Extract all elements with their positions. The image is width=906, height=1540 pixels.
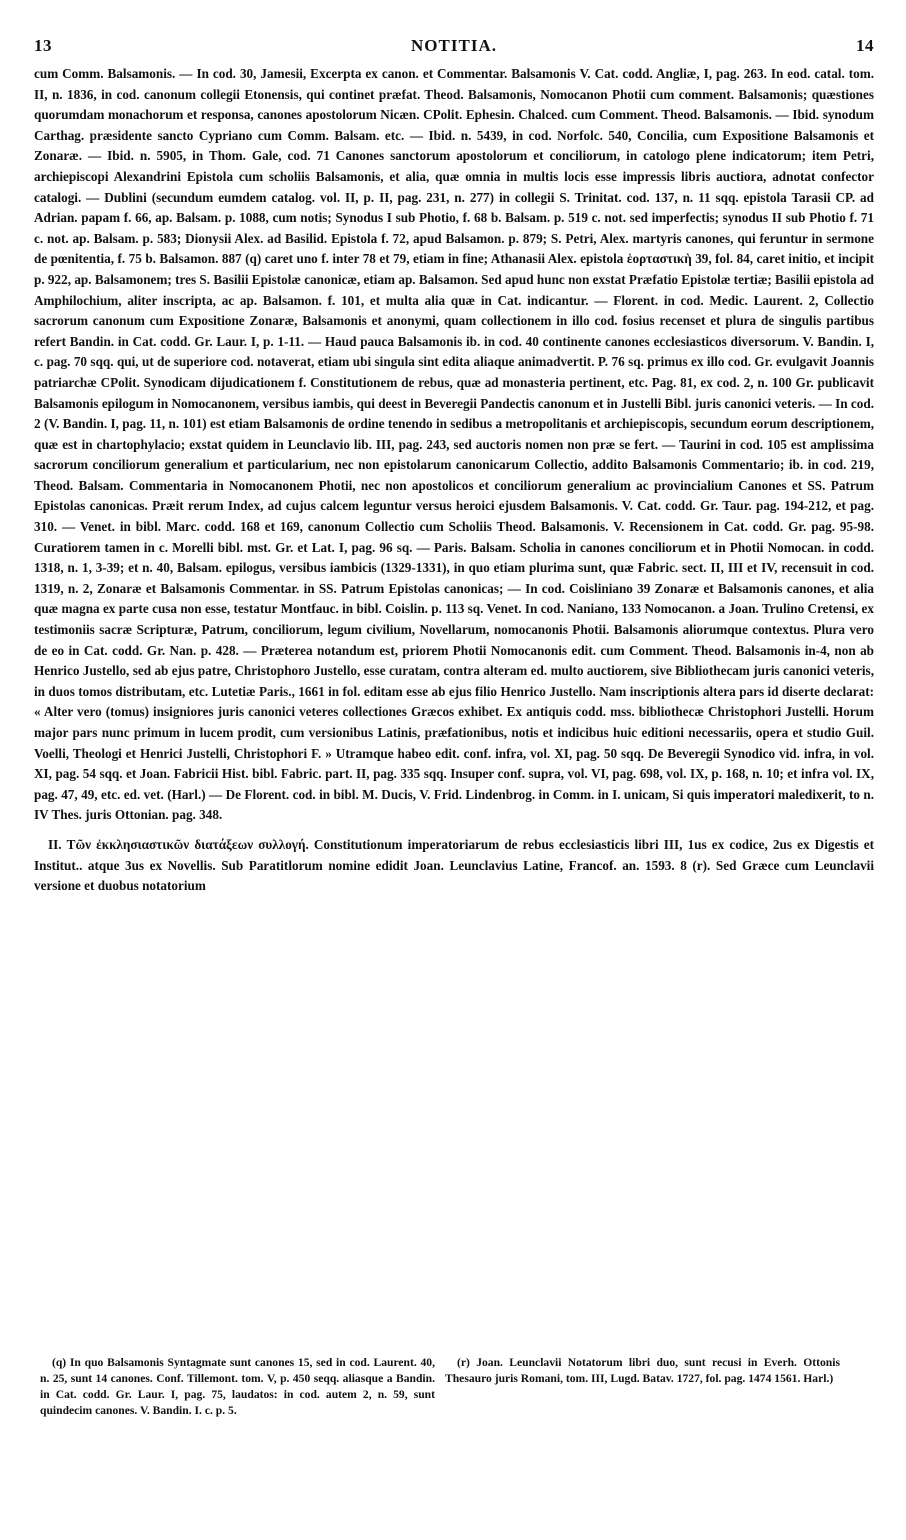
paragraph-continuation: cum Comm. Balsamonis. — In cod. 30, Jamesii, Excerpta ex canon. et Commentar. Balsamonis V. Cat. codd. Angliæ, I, pag. 263. In eod. catal. tom. II, n. 1836, in cod. canonum collegii Etonensis, qui continet præfat. Theod. Balsamonis, Nomocanon Photii cum comment. Balsamonis; quæstiones quorumdam monachorum et responsa, canones apostolorum Nicæn. CPolit. Ephesin. Chalced. cum Comment. Theod. Balsamonis. — Ibid. synodum Carthag. præsidente sancto Cypriano cum Comm. Balsam. etc. — Ibid. n. 5439, in cod. Norfolc. 540, Concilia, cum Expositione Balsamonis et Zonaræ. — Ibid. n. 5905, in Thom. Gale, cod. 71 Canones sanctorum apostolorum et conciliorum, in catologo plene indicatorum; item Petri, archiepiscopi Alexandrini Epistola cum scholiis Balsamonis, et alia, quæ omnia in multis locis esse impressis libris auctiora, adnotat confector catalogi. — Dublini (secundum eumdem catalog. vol. II, p. II, pag. 231, n. 277) in collegii S. Trinitat. cod. 137, n. 11 sqq. epistola Tarasii CP. ad Adrian. papam f. 66, ap. Balsam. p. 1088, cum notis; Synodus I sub Photio, f. 68 b. Balsam. p. 519 c. not. sed imperfectis; synodus II sub Photio f. 71 c. not. ap. Balsam. p. 583; Dionysii Alex. ad Basilid. Epistola f. 72, apud Balsamon. p. 879; S. Petri, Alex. martyris canones, qui feruntur in sermone de pœnitentia, f. 75 b. Balsamon. 887 (q) caret uno f. inter 78 et 79, etiam in fine; Athanasii Alex. epistola ἑορταστικὴ 39, fol. 84, caret initio, et incipit p. 922, ap. Balsamonem; tres S. Basilii Epistolæ canonicæ, etiam ap. Balsamon. Sed apud hunc non exstat Præfatio Epistolæ tertiæ; Basilii epistola ad Amphilochium, aliter inscripta, ac ap. Balsamon. f. 101, et multa alia quæ in Cat. indicantur. — Florent. in cod. Medic. Laurent. 2, Collectio sacrorum canonum cum Expositione Zonaræ, Balsamonis et anonymi, quam collectionem in illo cod. fosius recenset et plura de singulis partibus refert Bandin. in Cat. codd. Gr. Laur. I, p. 1-11. — Haud pauca Balsamonis ib. in cod. 40 continente canones ecclesiasticos diversorum. V. Bandin. I, c. pag. 70 sqq. qui, ut de superiore cod. notaverat, etiam ubi singula sint edita aliaque animadvertit. P. 76 sq. primus ex illo cod. Gr. evulgavit Joannis patriarchæ CPolit. Synodicam dijudicationem f. Constitutionem de rebus, quæ ad monasteria pertinent, etc. Pag. 81, ex cod. 2, n. 100 Gr. publicavit Balsamonis epilogum in Nomocanonem, versibus iambis, qui deest in Beveregii Pandectis canonum et in Justelli Bibl. juris canonici veteris. — In cod. 2 (V. Bandin. I, pag. 11, n. 101) est etiam Balsamonis de ordine tenendo in sedibus a metropolitanis et archiepiscopis, secundum eorum descriptionem, quæ est in chartophylacio; exstat quidem in Leunclavio lib. III, pag. 243, sed auctoris nomen non præ se fert. — Taurini in cod. 105 est amplissima sacrorum conciliorum generalium et particularium, nec non epistolarum canonicarum Collectio, addito Balsamonis Commentario; ib. in cod. 219, Theod. Balsam. Commentaria in Nomocanonem Photii, nec non apostolicos et conciliorum generalium ac provincialium Canones et SS. Patrum Epistolas canonicas. Præit rerum Index, ad cujus calcem leguntur versus heroici ejusdem Balsamonis. V. Cat. codd. Gr. Taur. pag. 194-212, et pag. 310. — Venet. in bibl. Marc. codd. 168 et 169, canonum Collectio cum Scholiis Theod. Balsamonis. V. Recensionem in Cat. codd. Gr. pag. 95-98. Curatiorem tamen in c. Morelli bibl. mst. Gr. et Lat. I, pag. 96 sq. — Paris. Balsam. Scholia in canones conciliorum et in Photii Nomocan. in codd. 1318, n. 1, 3-39; et n. 40, Balsam. epilogus, versibus iambicis (1329-1331), in quo etiam plurima sunt, quæ Fabric. sect. II, III et IV, recensuit in cod. 1319, n. 2, Zonaræ et Balsamonis Commentar. in SS. Patrum Epistolas canonicas; — In cod. Coisliniano 39 Zonaræ et Balsamonis canones, et alia quæ magna ex parte cusa non esse, testatur Montfauc. in bibl. Coislin. p. 113 sq. Venet. In cod. Naniano, 133 Nomocanon. a Joan. Trulino Cretensi, ex testimoniis sacræ Scripturæ, Patrum, conciliorum, legum civilium, Novellarum, nomocanonis Photii. Balsamonis aliorumque contextus. Plura vero de eo in Cat. codd. Gr. Nan. p. 428. — Præterea notandum est, priorem Photii Nomocanonis edit. cum Comment. Theod. Balsamonis in-4, non ab Henrico Justello, sed ab ejus patre, Christophoro Justello, esse curatam, contra alteram ed. multo auctiorem, sive Bibliothecam juris canonici veteris, in duos tomos distributam, etc. Lutetiæ Paris., 1661 in fol. editam esse ab ejus filio Henrico Justello. Nam inscriptionis altera pars id diserte declarat: « Alter vero (tomus) insigniores juris canonici veteres collectiones Græcos exhibet. Ex antiquis codd. mss. bibliothecæ Christophori Justelli. Horum major pars nunc primum in lucem prodit, cum versionibus Latinis, præfationibus, notis et indicibus huic editioni necessariis, opera et studio Guil. Voelli, Theologi et Henrici Justelli, Christophori F. » Utramque habeo edit. conf. infra, vol. XI, pag. 50 sqq. De Beveregii Synodico vid. infra, in vol. XI, pag. 54 sqq. et Joan. Fabricii Hist. bibl. Fabric. part. II, pag. 335 sqq. Insuper conf. supra, vol. VI, pag. 698, vol. IX, p. 168, n. 10; et infra vol. IX, pag. 47, 49, etc. ed. vet. (Harl.) — De Florent. cod. in bibl. M. Ducis, V. Frid. Lindenbrog. in Comm. in I. unicam, Si quis imperatori maledixerit, to n. IV Thes. juris Ottonian. pag. 348.: [34, 66, 874, 823]
footnote-r: (r) Joan. Leunclavii Notatorum libri duo, sunt recusi in Everh. Ottonis Thesauro juris Romani, tom. III, Lugd. Batav. 1727, fol. pag. 1474 1561. Harl.): [445, 1356, 840, 1385]
main-text: [34, 64, 874, 897]
document-page: [34, 36, 874, 897]
left-page-number: 13: [34, 36, 52, 55]
right-page-number: 14: [856, 36, 874, 55]
paragraph-section-ii: II. Τῶν ἐκκλησιαστικῶν διατάξεων συλλογή. Constitutionum imperatoriarum de rebus ecclesiasticis libri III, 1us ex codice, 2us ex Digestis et Institut.. atque 3us ex Novellis. Sub Paratitlorum nomine edidit Joan. Leunclavius Latine, Francof. an. 1593. 8 (r). Sed Græce cum Leunclavii versione et duobus notatorium: [34, 836, 874, 894]
footnote-q-column: [40, 1355, 435, 1419]
footnote-r-column: [445, 1355, 840, 1419]
footnote-q: (q) In quo Balsamonis Syntagmate sunt canones 15, sed in cod. Laurent. 40, n. 25, sunt 14 canones. Conf. Tillemont. tom. V, p. 450 seqq. aliasque a Bandin. in Cat. codd. Gr. Laur. I, pag. 75, laudatos: in cod. autem 2, n. 59, sunt quindecim canones. V. Bandin. I. c. p. 5.: [40, 1356, 435, 1417]
footnotes: [40, 1355, 840, 1419]
running-title: NOTITIA.: [411, 36, 497, 55]
running-header: [34, 36, 874, 58]
